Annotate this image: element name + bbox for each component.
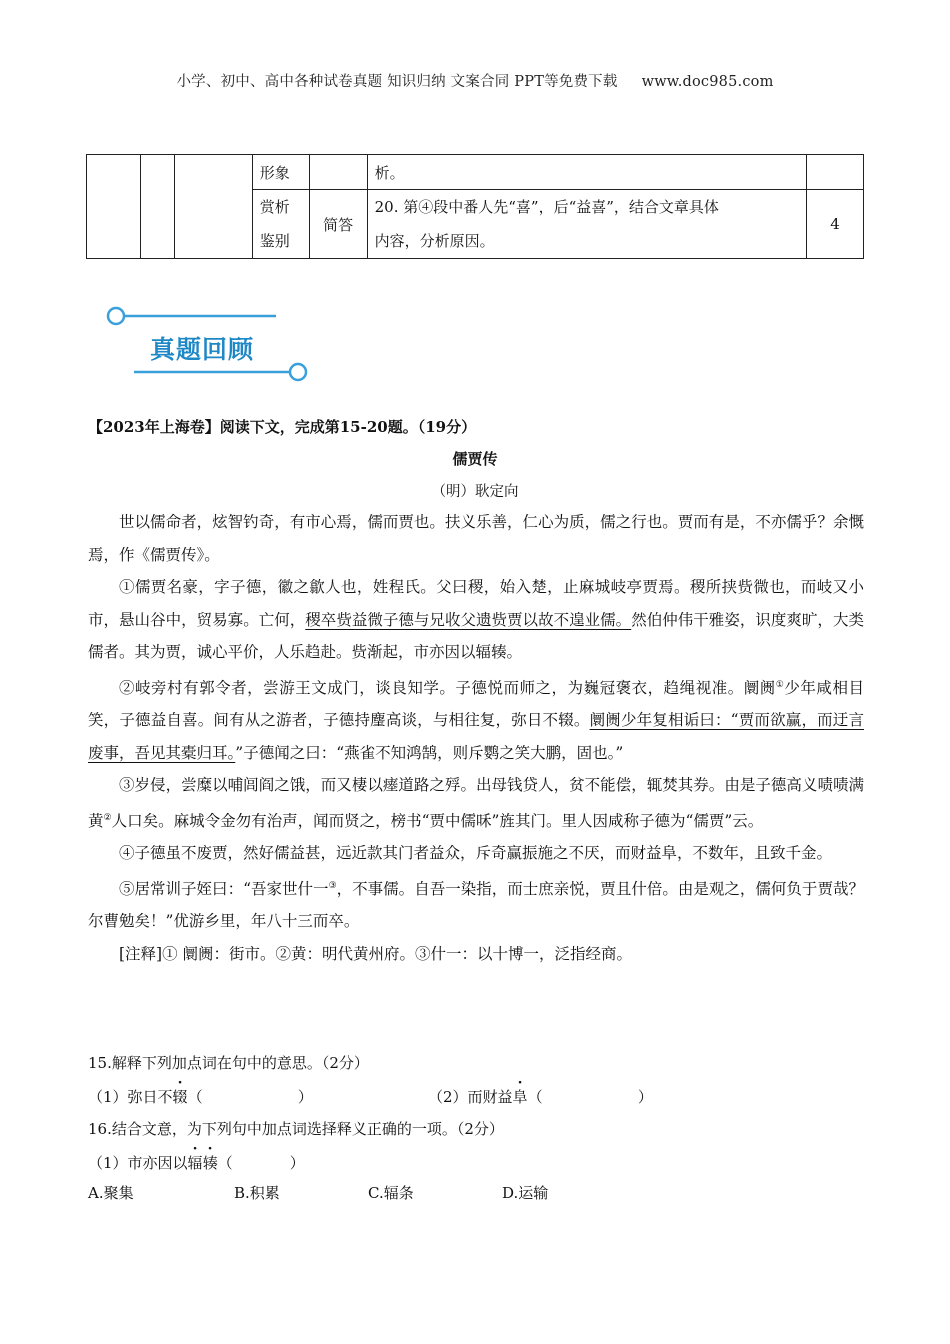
text-run: ①儒贾名豪，字子德，徽之歙人也，姓程氏。父曰稷，始入楚，止麻城岐亭贾焉。稷所挟赀微也，而岐又小市，悬山谷中，贸易寡。亡何， <box>88 578 864 629</box>
question-header: 【2023年上海卷】阅读下文，完成第15-20题。（19分） <box>88 418 477 436</box>
question-16-item <box>88 1152 305 1173</box>
table-cell-category: 形象 <box>252 155 309 190</box>
header-text: 小学、初中、高中各种试卷真题 知识归纳 文案合同 PPT等免费下载 <box>176 74 618 90</box>
option-c: C.辐条 <box>368 1184 414 1202</box>
table-cell-category <box>252 190 309 259</box>
table-cell <box>140 155 174 259</box>
cell-line: 鉴别 <box>259 232 290 250</box>
cell-line: 内容，分析原因。 <box>374 232 495 250</box>
item-text: （1）市亦因以 <box>88 1154 188 1172</box>
table-cell-type: 简答 <box>309 190 367 259</box>
article-author: （明）耿定向 <box>431 484 519 500</box>
text-run: ⑤居常训子姪曰：“吾家世什一 <box>119 879 329 898</box>
table-cell-question <box>367 190 806 259</box>
exam-spec-table <box>86 154 864 259</box>
option-b: B.积累 <box>234 1184 280 1202</box>
underlined-sentence: 稷卒赀益微子德与兄收父遗赀贾以故不遑业儒。 <box>305 610 632 629</box>
cell-line: 赏析 <box>259 198 290 216</box>
underlined-sentence: 阛阓少年复相诟曰：“贾而欲赢，而迂言废事，吾见其橐归耳。 <box>88 711 864 762</box>
article-body <box>88 506 864 970</box>
footnote: [注释]① 阛阓：街市。②黄：明代黄州府。③什一：以十博一，泛指经商。 <box>119 944 633 963</box>
table-cell <box>87 155 141 259</box>
text-run: ②岐旁村有郭令者，尝游王文成门，谈良知学。子德悦而师之，为巍冠褒衣，趋绳视准。阛阓 <box>119 678 776 697</box>
answer-blank: （ ） <box>217 1154 305 1172</box>
text-run: ，不事儒。自吾一染指，而士庶亲悦，贾且什倍。由是观之，儒何负于贾哉？尔曹勉矣！”优游乡里，年八十三而卒。 <box>88 879 864 931</box>
table-cell <box>174 155 252 259</box>
dotted-word: 辏 <box>202 1154 218 1172</box>
article-title: 儒贾传 <box>452 450 498 468</box>
dotted-word: 辐 <box>187 1154 203 1172</box>
text-run: ③岁侵，尝糜以哺闾阎之饿，而又棲以瘗道路之殍。出母钱贷人，贫不能偿，辄焚其券。由是子德高义啧啧满黄 <box>88 776 864 830</box>
article-paragraph: 世以儒命者，炫智钓奇，有市心焉，儒而贾也。扶义乐善，仁心为质，儒之行也。贾而有是，不亦儒乎？余慨焉，作《儒贾传》。 <box>88 513 864 564</box>
answer-blank: （ ） <box>527 1088 653 1106</box>
table-row <box>87 155 864 190</box>
table-cell-question: 析。 <box>367 155 806 190</box>
table-cell-score <box>806 155 863 190</box>
section-badge-title: 真题回顾 <box>150 335 255 364</box>
answer-blank: （ ） <box>187 1088 313 1106</box>
footnote-marker: ① <box>775 679 785 690</box>
article-paragraph <box>88 870 864 938</box>
text-run: ”子德闻之曰：“燕雀不知鸿鹄，则斥鹦之笑大鹏，固也。” <box>235 743 624 762</box>
item-text: （1）弥日不 <box>88 1088 173 1106</box>
dotted-word: 辍 <box>172 1088 188 1106</box>
question-15: 15.解释下列加点词在句中的意思。（2分） <box>88 1054 369 1072</box>
option-a: A.聚集 <box>88 1184 134 1202</box>
table-cell-score: 4 <box>806 190 863 259</box>
question-16-options <box>88 1182 548 1203</box>
question-15-item-2 <box>428 1086 653 1107</box>
cell-line: 20. 第④段中番人先“喜”，后“益喜”，结合文章具体 <box>374 198 719 216</box>
dotted-word: 阜 <box>512 1088 528 1106</box>
header-site: www.doc985.com <box>641 74 774 90</box>
text-run: 人口矣。麻城令金勿有治声，闻而贤之，榜书“贾中儒咊”旌其门。里人因咸称子德为“儒贾”云。 <box>111 811 764 830</box>
question-15-items <box>88 1086 313 1107</box>
page-header <box>0 70 950 91</box>
table-cell-type <box>309 155 367 190</box>
article-paragraph <box>88 571 864 669</box>
article-paragraph <box>88 769 864 837</box>
article-paragraph <box>88 669 864 770</box>
footnote-marker: ② <box>103 812 112 823</box>
question-16: 16.结合文意，为下列句中加点词选择释义正确的一项。（2分） <box>88 1120 504 1138</box>
footnote-marker: ③ <box>328 880 337 891</box>
option-d: D.运输 <box>502 1184 549 1202</box>
text-run: 然伯仲伟干雅姿，识度爽旷，大类儒者。其为贾，诚心平价，人乐趋赴。赀渐起，市亦因以辐辏。 <box>88 610 864 661</box>
item-text: （2）而财益 <box>428 1088 513 1106</box>
article-paragraph: ④子德虽不废贾，然好儒益甚，远近款其门者益众，斥奇赢振施之不厌，而财益阜，不数年，且致千金。 <box>119 844 833 863</box>
text-run: 少年咸相目笑，子德益自喜。间有从之游者，子德持麈高谈，与相往复，弥日不辍。 <box>88 678 864 730</box>
